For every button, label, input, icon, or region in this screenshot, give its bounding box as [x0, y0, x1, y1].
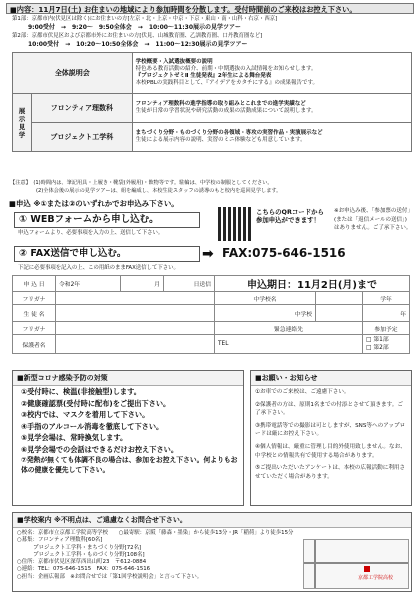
covid-section [12, 370, 244, 506]
general-label: 全体説明会 [13, 53, 133, 94]
covid-rule: ⑥見学会場での会話はできるだけお控え下さい。 [21, 444, 179, 454]
student-field[interactable] [56, 305, 215, 322]
fax-arrow-icon: ➡ [202, 246, 214, 262]
frontier-line: フロンティア理数科の進学指導の取り組みとこれまでの進学実績など [135, 101, 306, 108]
general-line: 本校PBLの実践科目として、『アイデアをカタチにする』の成果報告です。 [135, 79, 319, 86]
guardian-field[interactable] [56, 335, 215, 354]
part2-desc: 第2部：京都市伏見区および京都市外にお住まいの方[伏見、山城教育圏、乙訓教育圏、口丹教育圏など] [12, 33, 263, 39]
school-suffix: 中学校 [215, 305, 316, 322]
emergency-label: 緊急連絡先 [215, 322, 363, 335]
project-line: 生徒による展示内容の説明、実習のミニ体験なども用意しています。 [135, 137, 306, 143]
application-form [12, 275, 410, 354]
part2-checkbox[interactable]: □ 第2部 [366, 345, 389, 351]
frontier-line: 生徒が日常の学習状況や研究活動の成果の活動成果について説明します。 [135, 108, 317, 114]
side-note: ※お申込み後、「参加票の送付」(または「返信メールの送信」)はありません。ご了承下さい。 [334, 208, 412, 231]
map-label: 京都工学院高校 [358, 575, 394, 581]
year-suffix: 年 [363, 305, 410, 322]
covid-title: ■新型コロナ感染予防の対策 [13, 371, 243, 386]
tel-label: TEL [218, 341, 229, 347]
project-label: プロジェクト工学科 [32, 123, 133, 152]
notice-item: ③携帯電話等での撮影は可としますが、SNS等へのアップロードは厳にお控え下さい。 [255, 422, 406, 438]
furigana-field[interactable] [56, 292, 215, 305]
day-field[interactable]: 日送信 [164, 276, 215, 292]
grade-label: 学年 [363, 292, 410, 305]
notice-item: ①お車でのご来校は、ご遠慮下さい。 [255, 389, 350, 395]
notice-section [250, 370, 412, 506]
attend-label: 参加予定 [363, 322, 410, 335]
fax-note: 下記に必要事項を記入の上、この用紙のままFAX送信して下さい。 [18, 265, 179, 271]
furigana-label-2: フリガナ [13, 322, 56, 335]
school-section [12, 512, 412, 592]
content-title: ■内容：11月7日(土) お住まいの地域により参加時間を分散します。受付時間前のご来校はお控え下さい。 [6, 3, 414, 14]
program-table [12, 52, 412, 152]
map-image [303, 539, 409, 589]
date-label: 申 込 日 [13, 276, 56, 292]
part1-times: 9:00受付 → 9:20～ 9:50全体会 → 10:00～11:30展示の見学ツアー [28, 24, 241, 31]
web-apply-button[interactable]: ① WEBフォームから申し込む。 [14, 212, 200, 228]
school-line: ○担当：企画広報部 ※お問合せでは「第1回学校説明会」と言って下さい。 [17, 573, 203, 580]
part2-times: 10:00受付 → 10:20～10:50全体会 → 11:00～12:30展示の見学ツアー [28, 41, 248, 48]
school-line: ○住所：京都市伏見区深草西出山町23 〒612-0884 [17, 559, 147, 566]
year-field[interactable]: 令和2年 [56, 276, 121, 292]
part1-desc: 第1部：京都市内(伏見区は除く)にお住まいの方[左京・北・上京・中京・下京・東山・南・山科・右京・西京] [12, 16, 278, 22]
general-line: 特色ある教育活動の紹介、前期・中期選抜の入試情報をお知らせします。 [135, 66, 317, 73]
school-line: ○校名：京都市立京都工学院高等学校 ○最寄駅：京阪「藤森・墨染」から徒歩13分・JR「稲荷」より徒歩15分 [17, 530, 294, 536]
notice-item: ⑤ご提出いただいたアンケートは、本校の広報活動に利用させていただく場合があります。 [255, 465, 406, 480]
note-2: (2)全体会後の展示の見学ツアーは、組を編成し、本校生徒スタッフの誘導のもと校内を巡回見学します。 [10, 188, 282, 194]
guardian-furigana-field[interactable] [56, 322, 215, 335]
tel-field[interactable] [215, 335, 363, 354]
covid-rule: ③校内では、マスクを着用して下さい。 [21, 410, 150, 419]
school-marker-icon [364, 566, 370, 572]
school-line: プロジェクト工学科・まちづくり分野[72名] [17, 544, 142, 551]
fax-number: FAX:075-646-1516 [222, 246, 346, 260]
school-line: ○連絡：TEL：075-646-1515 FAX：075-646-1516 [17, 566, 151, 573]
student-label: 生 徒 名 [13, 305, 56, 322]
covid-rule: ④手指のアルコール消毒を徹底して下さい。 [21, 421, 164, 431]
web-note: 申込フォームより、必要事項を入力の上、送信して下さい。 [18, 230, 164, 236]
school-line: プロジェクト工学科・ものづくり分野[108名] [17, 551, 145, 558]
guardian-label: 保護者名 [13, 335, 56, 354]
qr-code-icon[interactable] [218, 207, 252, 241]
covid-rule: ⑤見学会場は、常時換気します。 [21, 433, 128, 442]
frontier-info [132, 94, 411, 123]
part1-checkbox[interactable]: □ 第1部 [366, 337, 389, 343]
note-1: 【注意】 (1)時間内は、筆記用具・上履き・靴袋(外履用)・飲物等です。駐輪は、中学校の制服としてください。 [10, 180, 273, 186]
notice-item: ②保護者の方は、原則1名までの付添とさせて頂きます。ご了承下さい。 [255, 401, 403, 417]
notice-item: ④個人情報は、厳重に管理し目的外使用致しません。なお、中学校との情報共有で使用する場合があります。 [255, 443, 406, 459]
general-line: 学校概要・入試選抜概要の説明 [135, 59, 213, 66]
covid-rule: ⑦発熱が無くても体調不良の場合は、参加をお控え下さい。何よりもお体の健康を優先して下さい。 [21, 456, 238, 474]
frontier-label: フロンティア理数科 [32, 94, 133, 123]
school-name-field[interactable] [316, 305, 363, 322]
project-line: まちづくり分野・ものづくり分野の各領域・専攻の実習作品・実演展示など [135, 130, 323, 137]
school-field[interactable] [316, 292, 363, 305]
furigana-label: フリガナ [13, 292, 56, 305]
general-line: 『プロジェクトゼミⅡ 生徒発表』2年生による舞台発表 [135, 73, 272, 79]
deadline: 申込期日：11月2日(月)まで [215, 276, 410, 292]
qr-caption: こちらのQRコードから参加申込ができます！ [256, 208, 324, 224]
month-field[interactable]: 月 [121, 276, 164, 292]
covid-rule: ①受付時に、検温(非接触型)します。 [21, 387, 141, 396]
fax-apply-button[interactable]: ② FAX送信で申し込む。 [14, 246, 200, 262]
school-title: ■学校案内 ※不明点は、ご遠慮なくお問合せ下さい。 [13, 513, 411, 528]
covid-rule: ②健康確認票(受付時に配布)をご提出下さい。 [21, 398, 171, 408]
notice-title: ■お願い・お知らせ [251, 371, 411, 386]
school-label: 中学校名 [215, 292, 316, 305]
project-info [132, 123, 411, 152]
exhibit-label: 展示見学 [13, 94, 32, 152]
general-info [132, 53, 411, 94]
school-line: ○募集：フロンティア理数科[60名] [17, 537, 103, 544]
attend-options[interactable] [363, 335, 410, 354]
apply-title: ■申込 ※①または②のいずれかでお申込み下さい。 [6, 198, 414, 209]
